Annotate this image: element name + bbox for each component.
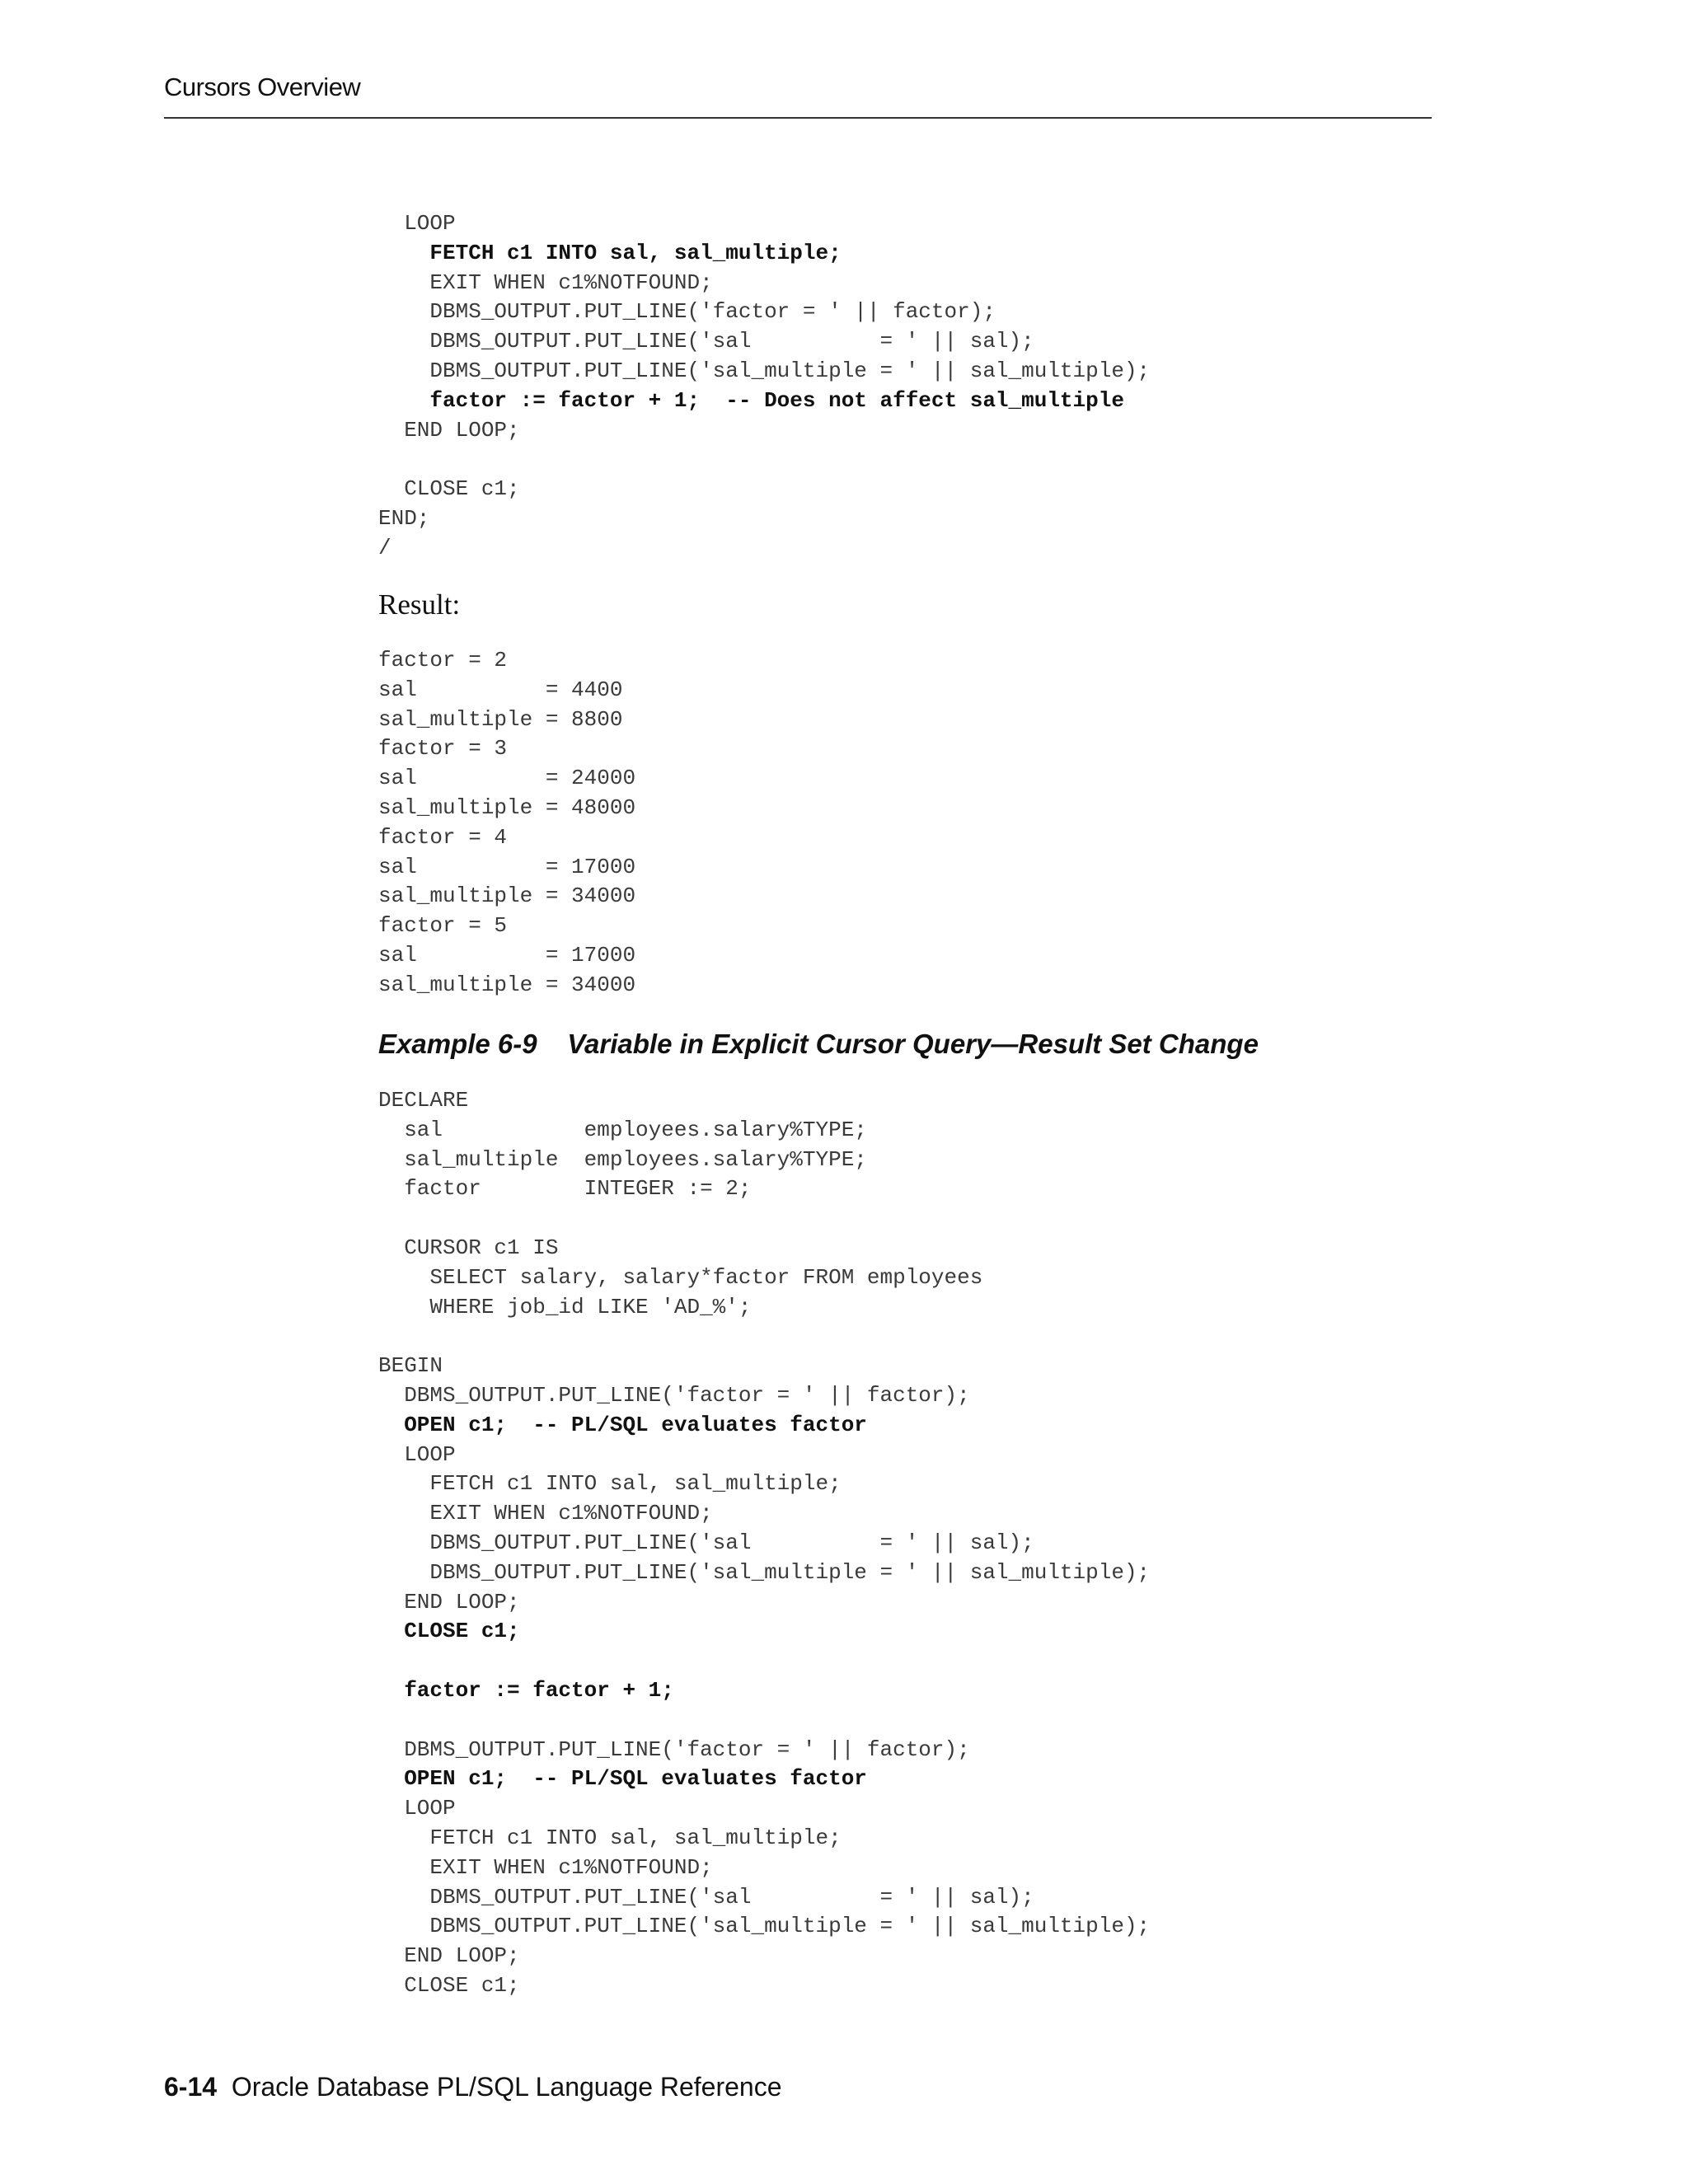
code-line: factor := factor + 1; [378, 1677, 674, 1703]
code-line: / [378, 535, 392, 560]
code-line: BEGIN [378, 1353, 443, 1379]
code-line [378, 445, 1150, 475]
header-rule [164, 117, 1432, 119]
code-listing-example-6-9 [378, 1086, 1150, 2001]
code-line: EXIT WHEN c1%NOTFOUND; [378, 1501, 713, 1526]
code-line: END LOOP; [378, 1943, 520, 1969]
result-line: factor = 4 [378, 824, 508, 850]
code-line: CLOSE c1; [378, 1619, 520, 1644]
code-line: DBMS_OUTPUT.PUT_LINE('factor = ' || factor); [378, 1736, 970, 1762]
code-line: DBMS_OUTPUT.PUT_LINE('factor = ' || factor); [378, 299, 996, 325]
code-line [378, 1706, 1150, 1736]
code-line: DBMS_OUTPUT.PUT_LINE('sal_multiple = ' || sal_multiple); [378, 1914, 1151, 1939]
book-title: Oracle Database PL/SQL Language Reference [231, 2072, 782, 2102]
code-line: CLOSE c1; [378, 476, 520, 502]
code-line: DBMS_OUTPUT.PUT_LINE('sal = ' || sal); [378, 1884, 1034, 1910]
code-line: END; [378, 505, 430, 531]
page-footer [164, 2072, 782, 2102]
code-line: DBMS_OUTPUT.PUT_LINE('sal_multiple = ' || sal_multiple); [378, 358, 1151, 383]
running-header: Cursors Overview [164, 73, 361, 101]
code-line: FETCH c1 INTO sal, sal_multiple; [378, 1825, 842, 1850]
example-title: Example 6-9 Variable in Explicit Cursor Query—Result Set Change [378, 1029, 1259, 1059]
code-line [378, 1647, 1150, 1676]
code-line: sal_multiple employees.salary%TYPE; [378, 1146, 867, 1172]
result-output [378, 646, 635, 1001]
code-line: FETCH c1 INTO sal, sal_multiple; [378, 240, 842, 265]
result-line: factor = 5 [378, 913, 508, 939]
code-line: DBMS_OUTPUT.PUT_LINE('sal = ' || sal); [378, 1530, 1034, 1555]
result-line: sal_multiple = 34000 [378, 883, 636, 909]
code-line: factor INTEGER := 2; [378, 1176, 752, 1202]
result-line: sal = 17000 [378, 942, 636, 968]
result-line: factor = 3 [378, 736, 508, 762]
result-line: sal = 17000 [378, 854, 636, 879]
code-line: OPEN c1; -- PL/SQL evaluates factor [378, 1766, 867, 1792]
code-line: LOOP [378, 211, 456, 236]
result-line: sal = 4400 [378, 677, 623, 702]
result-line: sal = 24000 [378, 766, 636, 791]
result-label: Result: [378, 588, 461, 621]
result-line: sal_multiple = 34000 [378, 972, 636, 997]
code-line: factor := factor + 1; -- Does not affect sal_multiple [378, 387, 1124, 413]
code-listing-continuation [378, 209, 1150, 564]
result-line: sal_multiple = 48000 [378, 794, 636, 820]
code-line: EXIT WHEN c1%NOTFOUND; [378, 269, 713, 295]
code-line [378, 1204, 1150, 1234]
code-line: DBMS_OUTPUT.PUT_LINE('sal_multiple = ' || sal_multiple); [378, 1559, 1151, 1585]
code-line: END LOOP; [378, 1589, 520, 1615]
result-line: factor = 2 [378, 648, 508, 673]
code-line: EXIT WHEN c1%NOTFOUND; [378, 1854, 713, 1880]
code-line: FETCH c1 INTO sal, sal_multiple; [378, 1471, 842, 1497]
code-line: DBMS_OUTPUT.PUT_LINE('factor = ' || factor); [378, 1382, 970, 1408]
code-line: LOOP [378, 1796, 456, 1821]
code-line: SELECT salary, salary*factor FROM employees [378, 1264, 983, 1290]
code-line: END LOOP; [378, 417, 520, 443]
code-line: LOOP [378, 1441, 456, 1467]
code-line: DECLARE [378, 1088, 469, 1113]
code-line: OPEN c1; -- PL/SQL evaluates factor [378, 1412, 867, 1437]
code-line: CLOSE c1; [378, 1972, 520, 1998]
code-line: DBMS_OUTPUT.PUT_LINE('sal = ' || sal); [378, 329, 1034, 354]
page-number: 6-14 [164, 2072, 218, 2102]
code-line [378, 1322, 1150, 1352]
code-line: sal employees.salary%TYPE; [378, 1117, 867, 1142]
code-line: CURSOR c1 IS [378, 1235, 559, 1260]
code-line: WHERE job_id LIKE 'AD_%'; [378, 1294, 752, 1319]
result-line: sal_multiple = 8800 [378, 706, 623, 732]
